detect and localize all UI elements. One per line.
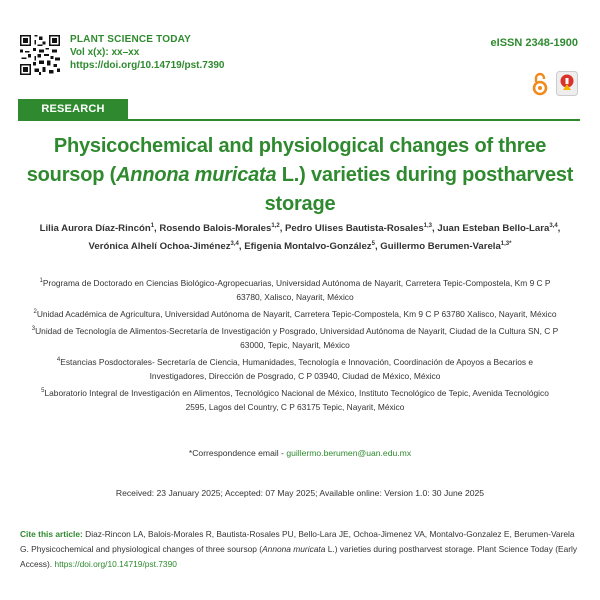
affiliation-list	[30, 276, 560, 417]
affiliation-number: 2	[33, 309, 37, 316]
affiliation-number: 3	[31, 326, 36, 333]
affiliation-number: 4	[56, 357, 61, 364]
journal-volume: Vol x(x): xx–xx	[70, 47, 140, 58]
title-part-1: Physicochemical and physiological changes of three soursop (	[26, 135, 547, 186]
author	[285, 223, 432, 234]
article-type-badge: RESEARCH ARTICLE	[18, 99, 128, 119]
cite-doi-link[interactable]: https://doi.org/10.14719/pst.7390	[54, 559, 177, 569]
author-affil: 1,3*	[500, 240, 512, 247]
author-name: Guillermo Berumen-Varela	[380, 241, 501, 252]
author	[244, 241, 375, 252]
author-name: Rosendo Balois-Morales	[159, 223, 272, 234]
author	[159, 223, 279, 234]
author-name: Lilia Aurora Díaz-Rincón	[39, 223, 151, 234]
affiliation-text: Laboratorio Integral de Investigación en Alimentos, Tecnológico Nacional de México, Instituto Tecnológico de Tepic, Avenida Tecnológico 2595, Lagos del Country, C P 63175 Tepic, Nayarit, México	[44, 388, 549, 412]
correspondence-email-link[interactable]: guillermo.berumen@uan.edu.mx	[286, 448, 412, 458]
qr-code-icon	[20, 35, 60, 75]
title-part-2: L.) varieties during postharvest storage	[264, 164, 574, 215]
eissn: eISSN 2348-1900	[490, 37, 578, 49]
author	[437, 223, 557, 234]
journal-name: PLANT SCIENCE TODAY	[70, 34, 192, 45]
cite-label: Cite this article:	[20, 529, 83, 539]
author	[89, 241, 239, 252]
author-name: Pedro Ulises Bautista-Rosales	[285, 223, 424, 234]
affiliation	[30, 276, 560, 304]
author	[40, 223, 154, 234]
author-affil: 1	[150, 222, 155, 229]
author-affil: 1,2	[271, 222, 280, 229]
affiliation-text: Unidad Académica de Agricultura, Universidad Autónoma de Nayarit, Carretera Tepic-Compostela, Km 9 C P 63780 Xalisco, Nayarit, México	[36, 309, 557, 319]
citation-block	[20, 527, 578, 572]
received-dates: Received: 23 January 2025; Accepted: 07 May 2025; Available online: Version 1.0: 30 June 2025	[115, 488, 485, 498]
journal-doi-link[interactable]: https://doi.org/10.14719/pst.7390	[70, 60, 225, 71]
journal-info	[70, 33, 225, 72]
affiliation	[30, 386, 560, 414]
cite-species: Annona muricata	[262, 544, 326, 554]
cite-text-1: Diaz-Rincon LA, Balois-Morales R, Bautista-Rosales PU, Bello-Lara JE, Ochoa-Jimenez VA, Montalvo-Gonzalez E, Berumen-Varela G. Physicochemical and physiological changes of three soursop (	[20, 529, 575, 554]
affiliation	[30, 355, 560, 383]
affiliation-number: 1	[39, 278, 43, 285]
correspondence	[20, 448, 580, 458]
affiliation	[30, 324, 560, 352]
affiliation	[30, 307, 560, 321]
author-list: Lilia Aurora Díaz-Rincón$^1$, Rosendo Balois-Morales$^{1,2}$, Pedro Ulises Bautista-Rosales$^{1,3}$, Juan Esteban Bello-Lara$^{3,4}$, Verónica Alhelí Ochoa-Jiménez$^{3,4}$, Efigenia Montalvo-González$^5$, Guillermo Berumen-Varela$^{1,3*}$	[39, 222, 561, 252]
open-access-icon	[532, 72, 548, 96]
author-name: Juan Esteban Bello-Lara	[437, 223, 550, 234]
author-name: Efigenia Montalvo-González	[244, 241, 372, 252]
correspondence-label: *Correspondence email -	[188, 448, 287, 458]
author-affil: 3,4	[549, 222, 558, 229]
author-affil: 3,4	[230, 240, 239, 247]
affiliation-text: Estancias Posdoctorales- Secretaría de Ciencia, Humanidades, Tecnología e Innovación, Coordinación de Apoyos a Becarios e Investigadores, Dirección de Posgrado, C P 03940, Ciudad de México, México	[60, 357, 534, 381]
article-title	[20, 132, 580, 219]
author	[380, 241, 511, 252]
affiliation-text: Programa de Doctorado en Ciencias Biológico-Agropecuarias, Universidad Autónoma de Nayarit, Carretera Tepic-Compostela, Km 9 C P 63780, Xalisco, Nayarit, México	[42, 278, 551, 302]
cite-text-2: L.) varieties during postharvest storage. Plant Science Today (Early Access).	[20, 544, 578, 569]
author-name: Verónica Alhelí Ochoa-Jiménez	[88, 241, 231, 252]
title-species: Annona muricata	[116, 164, 277, 186]
affiliation-text: Unidad de Tecnología de Alimentos-Secretaría de Investigación y Posgrado, Universidad Autónoma de Nayarit, Ciudad de la Cultura SN, C P 63000, Tepic, Nayarit, México	[35, 326, 559, 350]
author-affil: 5	[371, 240, 375, 247]
author-affil: 1,3	[423, 222, 433, 229]
affiliation-number: 5	[41, 388, 45, 395]
header-divider	[18, 119, 580, 121]
crossmark-icon[interactable]	[556, 71, 578, 96]
